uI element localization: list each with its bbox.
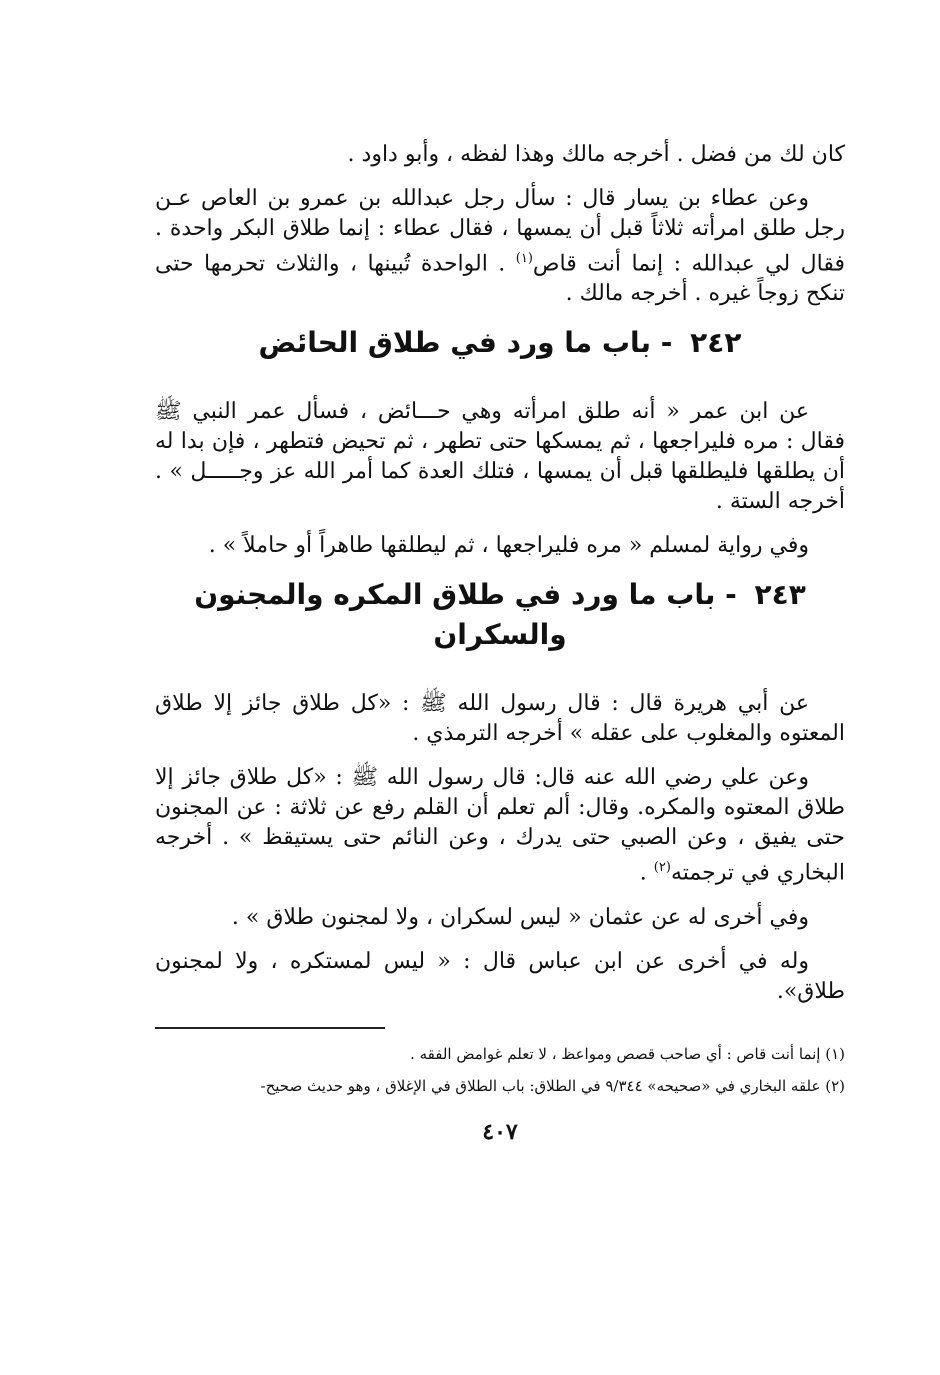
ata-paragraph bbox=[155, 184, 845, 309]
book-page bbox=[155, 140, 845, 1145]
section-243-para-3: وفي أخرى له عن عثمان « ليس لسكران ، ولا لمجنون طلاق » . bbox=[231, 904, 809, 930]
section-242-para-1: عن ابن عمر « أنه طلق امرأته وهي حـــائض ، فسأل عمر النبي ﷺ فقال : مره فليراجعها ، ثم يمسكها حتى تطهر ، ثم تحيض فتطهر ، فإن بدا له أن يطلقها فليطلقها قبل أن يمسها ، فتلك العدة كما أمر الله عز وجـــــل » . أخرجه الستة . bbox=[155, 399, 845, 515]
intro-line: كان لك من فضل . أخرجه مالك وهذا لفظه ، وأبو داود . bbox=[347, 142, 845, 167]
section-243-para-2-tail: . bbox=[639, 860, 654, 886]
section-243-number: ٢٤٣ bbox=[754, 578, 806, 612]
section-243-para-2 bbox=[155, 763, 845, 888]
page-number: ٤٠٧ bbox=[482, 1118, 518, 1145]
section-242-number: ٢٤٢ bbox=[690, 326, 742, 360]
section-243-heading bbox=[155, 575, 845, 655]
section-243-para-1: عن أبي هريرة قال : قال رسول الله ﷺ : «كل طلاق جائز إلا طلاق المعتوه والمغلوب على عقله » أخرجه الترمذي . bbox=[155, 691, 845, 747]
footnote-ref-2: (٢) bbox=[653, 860, 671, 876]
section-243-para-4: وله في أخرى عن ابن عباس قال : « ليس لمستكره ، ولا لمجنون طلاق». bbox=[155, 948, 845, 1004]
footnote-1: (١) إنما أنت قاص : أي صاحب قصص ومواعظ ، لا تعلم غوامض الفقه . bbox=[410, 1044, 845, 1063]
section-242-title: - باب ما ورد في طلاق الحائض bbox=[258, 326, 673, 360]
section-243-para-2-text: وعن علي رضي الله عنه قال: قال رسول الله ﷺ : «كل طلاق جائز إلا طلاق المعتوه والمكره. وقال: ألم تعلم أن القلم رفع عن ثلاثة : عن المجنون حتى يفيق ، وعن الصبي حتى يدرك ، وعن النائم حتى يستيقظ » . أخرجه البخاري في ترجمته bbox=[155, 765, 845, 886]
footnote-ref-1: (١) bbox=[515, 251, 533, 266]
section-243-title: - باب ما ورد في طلاق المكره والمجنون والسكران bbox=[194, 578, 737, 652]
ata-text-before-ref: وعن عطاء بن يسار قال : سأل رجل عبدالله بن عمرو بن العاص عـن رجل طلق امرأته ثلاثاً قبل أن يمسها ، فقال عطاء : إنما طلاق البكر واحدة . فقال لي عبدالله : إنما أنت قاص bbox=[155, 186, 846, 277]
ata-text-after-ref: . الواحدة تُبينها ، والثلاث تحرمها حتى تنكح زوجاً غيره . أخرجه مالك . bbox=[155, 251, 845, 307]
footnote-2: (٢) علقه البخاري في «صحيحه» ٩/٣٤٤ في الطلاق: باب الطلاق في الإغلاق ، وهو حديث صحيح- bbox=[260, 1076, 845, 1095]
footnote-divider bbox=[155, 1027, 385, 1029]
section-242-heading bbox=[155, 323, 845, 363]
section-242-para-2: وفي رواية لمسلم « مره فليراجعها ، ثم ليطلقها طاهراً أو حاملاً » . bbox=[208, 533, 809, 559]
